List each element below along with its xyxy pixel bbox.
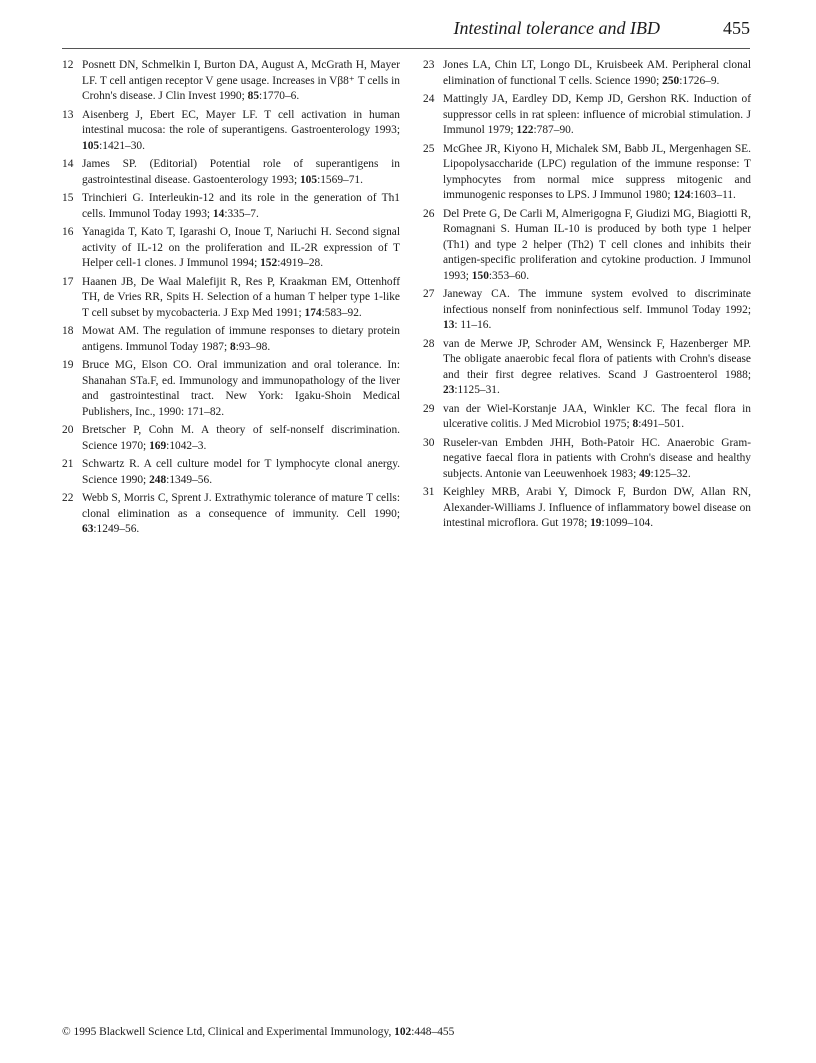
reference-text bbox=[82, 359, 400, 418]
reference-citation: Aisenberg J, Ebert EC, Mayer LF. T cell activation in human intestinal mucosa: the role of superantigens. Gastroenterology 1993; bbox=[82, 108, 400, 136]
reference-citation: van der Wiel-Korstanje JAA, Winkler KC. The fecal flora in ulcerative colitis. J Med Microbiol 1975; bbox=[443, 402, 751, 430]
reference-number: 29 bbox=[423, 402, 435, 415]
reference-citation: Yanagida T, Kato T, Igarashi O, Inoue T, Nariuchi H. Second signal activity of IL-12 on the proliferation and IL-2R expression of T Helper cell-1 clones. J Immunol 1994; bbox=[82, 226, 400, 269]
reference-citation: Trinchieri G. Interleukin-12 and its role in the generation of Th1 cells. Immunol Today 1993; bbox=[82, 192, 400, 220]
reference-text bbox=[443, 338, 751, 397]
reference-item bbox=[423, 58, 751, 89]
reference-pages: :491–501. bbox=[638, 418, 685, 430]
reference-text bbox=[82, 424, 400, 452]
reference-citation: Posnett DN, Schmelkin I, Burton DA, August A, McGrath H, Mayer LF. T cell antigen receptor V gene usage. Increases in Vβ8⁺ T cells in Crohn's disease. J Clin Invest 1990; bbox=[82, 59, 400, 102]
reference-number: 24 bbox=[423, 93, 435, 105]
reference-number: 16 bbox=[62, 226, 74, 238]
reference-item bbox=[62, 225, 400, 272]
reference-item bbox=[423, 287, 751, 334]
reference-item bbox=[62, 275, 400, 322]
reference-volume: 85 bbox=[247, 90, 260, 102]
reference-text bbox=[443, 437, 751, 480]
reference-text bbox=[443, 486, 751, 529]
reference-pages: :1125–31. bbox=[454, 384, 500, 396]
reference-volume: 248 bbox=[149, 473, 167, 486]
reference-text bbox=[82, 109, 400, 152]
reference-item bbox=[62, 457, 400, 488]
reference-number: 14 bbox=[62, 158, 74, 170]
reference-item bbox=[62, 191, 400, 222]
reference-item bbox=[62, 58, 400, 105]
page-header bbox=[62, 14, 750, 42]
reference-item bbox=[62, 157, 400, 188]
reference-item bbox=[62, 108, 400, 155]
page-number: 455 bbox=[723, 18, 750, 38]
copyright-footer bbox=[62, 1026, 454, 1038]
reference-text bbox=[443, 143, 751, 202]
reference-number: 18 bbox=[62, 325, 74, 337]
references-right-column bbox=[423, 58, 751, 535]
reference-text bbox=[82, 192, 400, 220]
reference-item bbox=[423, 485, 751, 532]
reference-citation: Del Prete G, De Carli M, Almerigogna F, Giudizi MG, Biagiotti R, Romagnani S. Human IL-10 is produced by both type 1 helper (Th1) and type 2 helper (Th2) T cell clones and inhibits their antigen-specific proliferation and cytokine production. J Immunol 1993; bbox=[443, 207, 751, 282]
reference-volume: 23 bbox=[443, 384, 455, 396]
reference-text bbox=[443, 288, 751, 331]
reference-volume: 14 bbox=[212, 207, 225, 220]
reference-item bbox=[62, 423, 400, 454]
reference-pages: :1770–6. bbox=[259, 90, 300, 102]
reference-citation: van de Merwe JP, Schroder AM, Wensinck F, Hazenberger MP. The obligate anaerobic fecal flora of patients with Crohn's disease and their first degree relatives. Scand J Gastroenterol 1988; bbox=[443, 337, 751, 381]
reference-item bbox=[423, 337, 751, 399]
header-rule bbox=[62, 48, 750, 49]
reference-number: 13 bbox=[62, 108, 74, 121]
reference-number: 21 bbox=[62, 458, 74, 470]
reference-text bbox=[443, 403, 751, 431]
reference-item bbox=[62, 358, 400, 420]
reference-citation: Webb S, Morris C, Sprent J. Extrathymic tolerance of mature T cells: clonal elimination as a consequence of immunity. Cell 1990; bbox=[82, 492, 400, 520]
reference-pages: :4919–28. bbox=[277, 257, 324, 269]
reference-text bbox=[443, 93, 751, 136]
reference-number: 19 bbox=[62, 359, 74, 371]
reference-text bbox=[82, 325, 400, 353]
reference-volume: 8 bbox=[230, 340, 236, 353]
reference-pages: :1349–56. bbox=[166, 473, 213, 486]
reference-volume: 19 bbox=[590, 517, 602, 529]
reference-item bbox=[423, 402, 751, 433]
reference-text bbox=[82, 458, 400, 486]
reference-volume: 250 bbox=[662, 74, 680, 87]
reference-text bbox=[82, 276, 400, 319]
reference-citation: Schwartz R. A cell culture model for T lymphocyte clonal anergy. Science 1990; bbox=[82, 458, 400, 486]
reference-citation: Ruseler-van Embden JHH, Both-Patoir HC. Anaerobic Gram-negative faecal flora in patients with Crohn's disease and healthy subjects. Antonie van Leeuwenhoek 1983; bbox=[443, 436, 751, 480]
reference-citation: Keighley MRB, Arabi Y, Dimock F, Burdon DW, Allan RN, Alexander-Williams J. Influence of inflammatory bowel disease on intestinal microflora. Gut 1978; bbox=[443, 486, 751, 529]
reference-volume: 63 bbox=[82, 523, 94, 535]
reference-text bbox=[82, 492, 400, 535]
reference-volume: 13 bbox=[443, 319, 455, 331]
reference-pages: :583–92. bbox=[321, 306, 362, 319]
reference-volume: 150 bbox=[471, 269, 489, 282]
references-left-column bbox=[62, 58, 400, 541]
reference-pages: :1569–71. bbox=[317, 173, 363, 186]
reference-pages: :1249–56. bbox=[93, 523, 140, 535]
running-title: Intestinal tolerance and IBD bbox=[453, 18, 660, 38]
reference-item bbox=[423, 92, 751, 139]
reference-number: 30 bbox=[423, 436, 435, 449]
reference-pages: :125–32. bbox=[650, 467, 691, 480]
reference-citation: Mattingly JA, Eardley DD, Kemp JD, Gershon RK. Induction of suppressor cells in rat spleen: influence of microbial stimulation. J Immunol 1979; bbox=[443, 93, 751, 136]
reference-item bbox=[423, 436, 751, 483]
footer-pages: :448–455 bbox=[411, 1026, 455, 1038]
reference-item bbox=[423, 142, 751, 204]
reference-item bbox=[423, 207, 751, 285]
reference-number: 17 bbox=[62, 275, 74, 288]
reference-pages: :335–7. bbox=[224, 207, 259, 220]
reference-volume: 169 bbox=[149, 439, 167, 452]
reference-text bbox=[82, 158, 400, 186]
reference-number: 25 bbox=[423, 142, 435, 155]
reference-text bbox=[82, 226, 400, 269]
reference-citation: Janeway CA. The immune system evolved to discriminate infectious nonself from noninfectious self. Immunol Today 1992; bbox=[443, 288, 751, 316]
reference-text bbox=[82, 59, 400, 102]
reference-citation: Bruce MG, Elson CO. Oral immunization and oral tolerance. In: Shanahan STa.F, ed. Immunology and immunopathology of the liver and gastrointestinal tract. New York: Igaku-Shoin Medical Publishers, Inc., 1990: 171–82. bbox=[82, 359, 400, 418]
footer-volume: 102 bbox=[394, 1026, 412, 1038]
reference-volume: 152 bbox=[260, 257, 278, 269]
reference-text bbox=[443, 208, 751, 282]
reference-number: 28 bbox=[423, 337, 435, 350]
reference-volume: 124 bbox=[673, 189, 691, 201]
reference-pages: :1042–3. bbox=[166, 439, 207, 452]
reference-text bbox=[443, 59, 751, 87]
reference-citation: Mowat AM. The regulation of immune responses to dietary protein antigens. Immunol Today 1987; bbox=[82, 325, 400, 353]
reference-pages: :353–60. bbox=[488, 269, 530, 282]
reference-pages: :787–90. bbox=[533, 124, 574, 136]
reference-volume: 105 bbox=[82, 139, 100, 152]
reference-citation: James SP. (Editorial) Potential role of superantigens in gastrointestinal disease. Gastoenterology 1993; bbox=[82, 158, 400, 186]
reference-number: 23 bbox=[423, 59, 435, 71]
reference-volume: 49 bbox=[639, 467, 651, 480]
reference-item bbox=[62, 491, 400, 538]
reference-pages: :1421–30. bbox=[99, 139, 145, 152]
reference-volume: 174 bbox=[304, 306, 322, 319]
reference-pages: :1603–11. bbox=[690, 189, 736, 201]
reference-pages: :1099–104. bbox=[601, 517, 654, 529]
reference-citation: McGhee JR, Kiyono H, Michalek SM, Babb JL, Mergenhagen SE. Lipopolysaccharide (LPC) regulation of the immune response: T lymphocytes from normal mice suppress mitogenic and immunogenic responses to LPS. J Immunol 1980; bbox=[443, 142, 751, 201]
reference-volume: 105 bbox=[299, 173, 318, 186]
reference-citation: Haanen JB, De Waal Malefijit R, Res P, Kraakman EM, Ottenhoff TH, de Vries RR, Spits H. Selection of a human T helper type 1-like T cell subset by mycobacteria. J Exp Med 1991; bbox=[82, 275, 400, 319]
reference-number: 20 bbox=[62, 424, 74, 436]
reference-volume: 122 bbox=[516, 124, 534, 136]
reference-number: 31 bbox=[423, 486, 435, 498]
reference-number: 12 bbox=[62, 59, 74, 71]
footer-text: © 1995 Blackwell Science Ltd, Clinical and Experimental Immunology, bbox=[62, 1026, 395, 1038]
reference-number: 15 bbox=[62, 192, 74, 204]
reference-item bbox=[62, 324, 400, 355]
reference-pages: :93–98. bbox=[235, 340, 271, 353]
reference-pages: :1726–9. bbox=[679, 74, 720, 87]
reference-citation: Jones LA, Chin LT, Longo DL, Kruisbeek AM. Peripheral clonal elimination of functional T cells. Science 1990; bbox=[443, 59, 751, 87]
reference-citation: Bretscher P, Cohn M. A theory of self-nonself discrimination. Science 1970; bbox=[82, 424, 400, 452]
reference-pages: : 11–16. bbox=[454, 319, 492, 331]
reference-number: 26 bbox=[423, 207, 435, 220]
reference-number: 22 bbox=[62, 492, 74, 504]
reference-number: 27 bbox=[423, 288, 435, 300]
reference-volume: 8 bbox=[632, 418, 639, 430]
